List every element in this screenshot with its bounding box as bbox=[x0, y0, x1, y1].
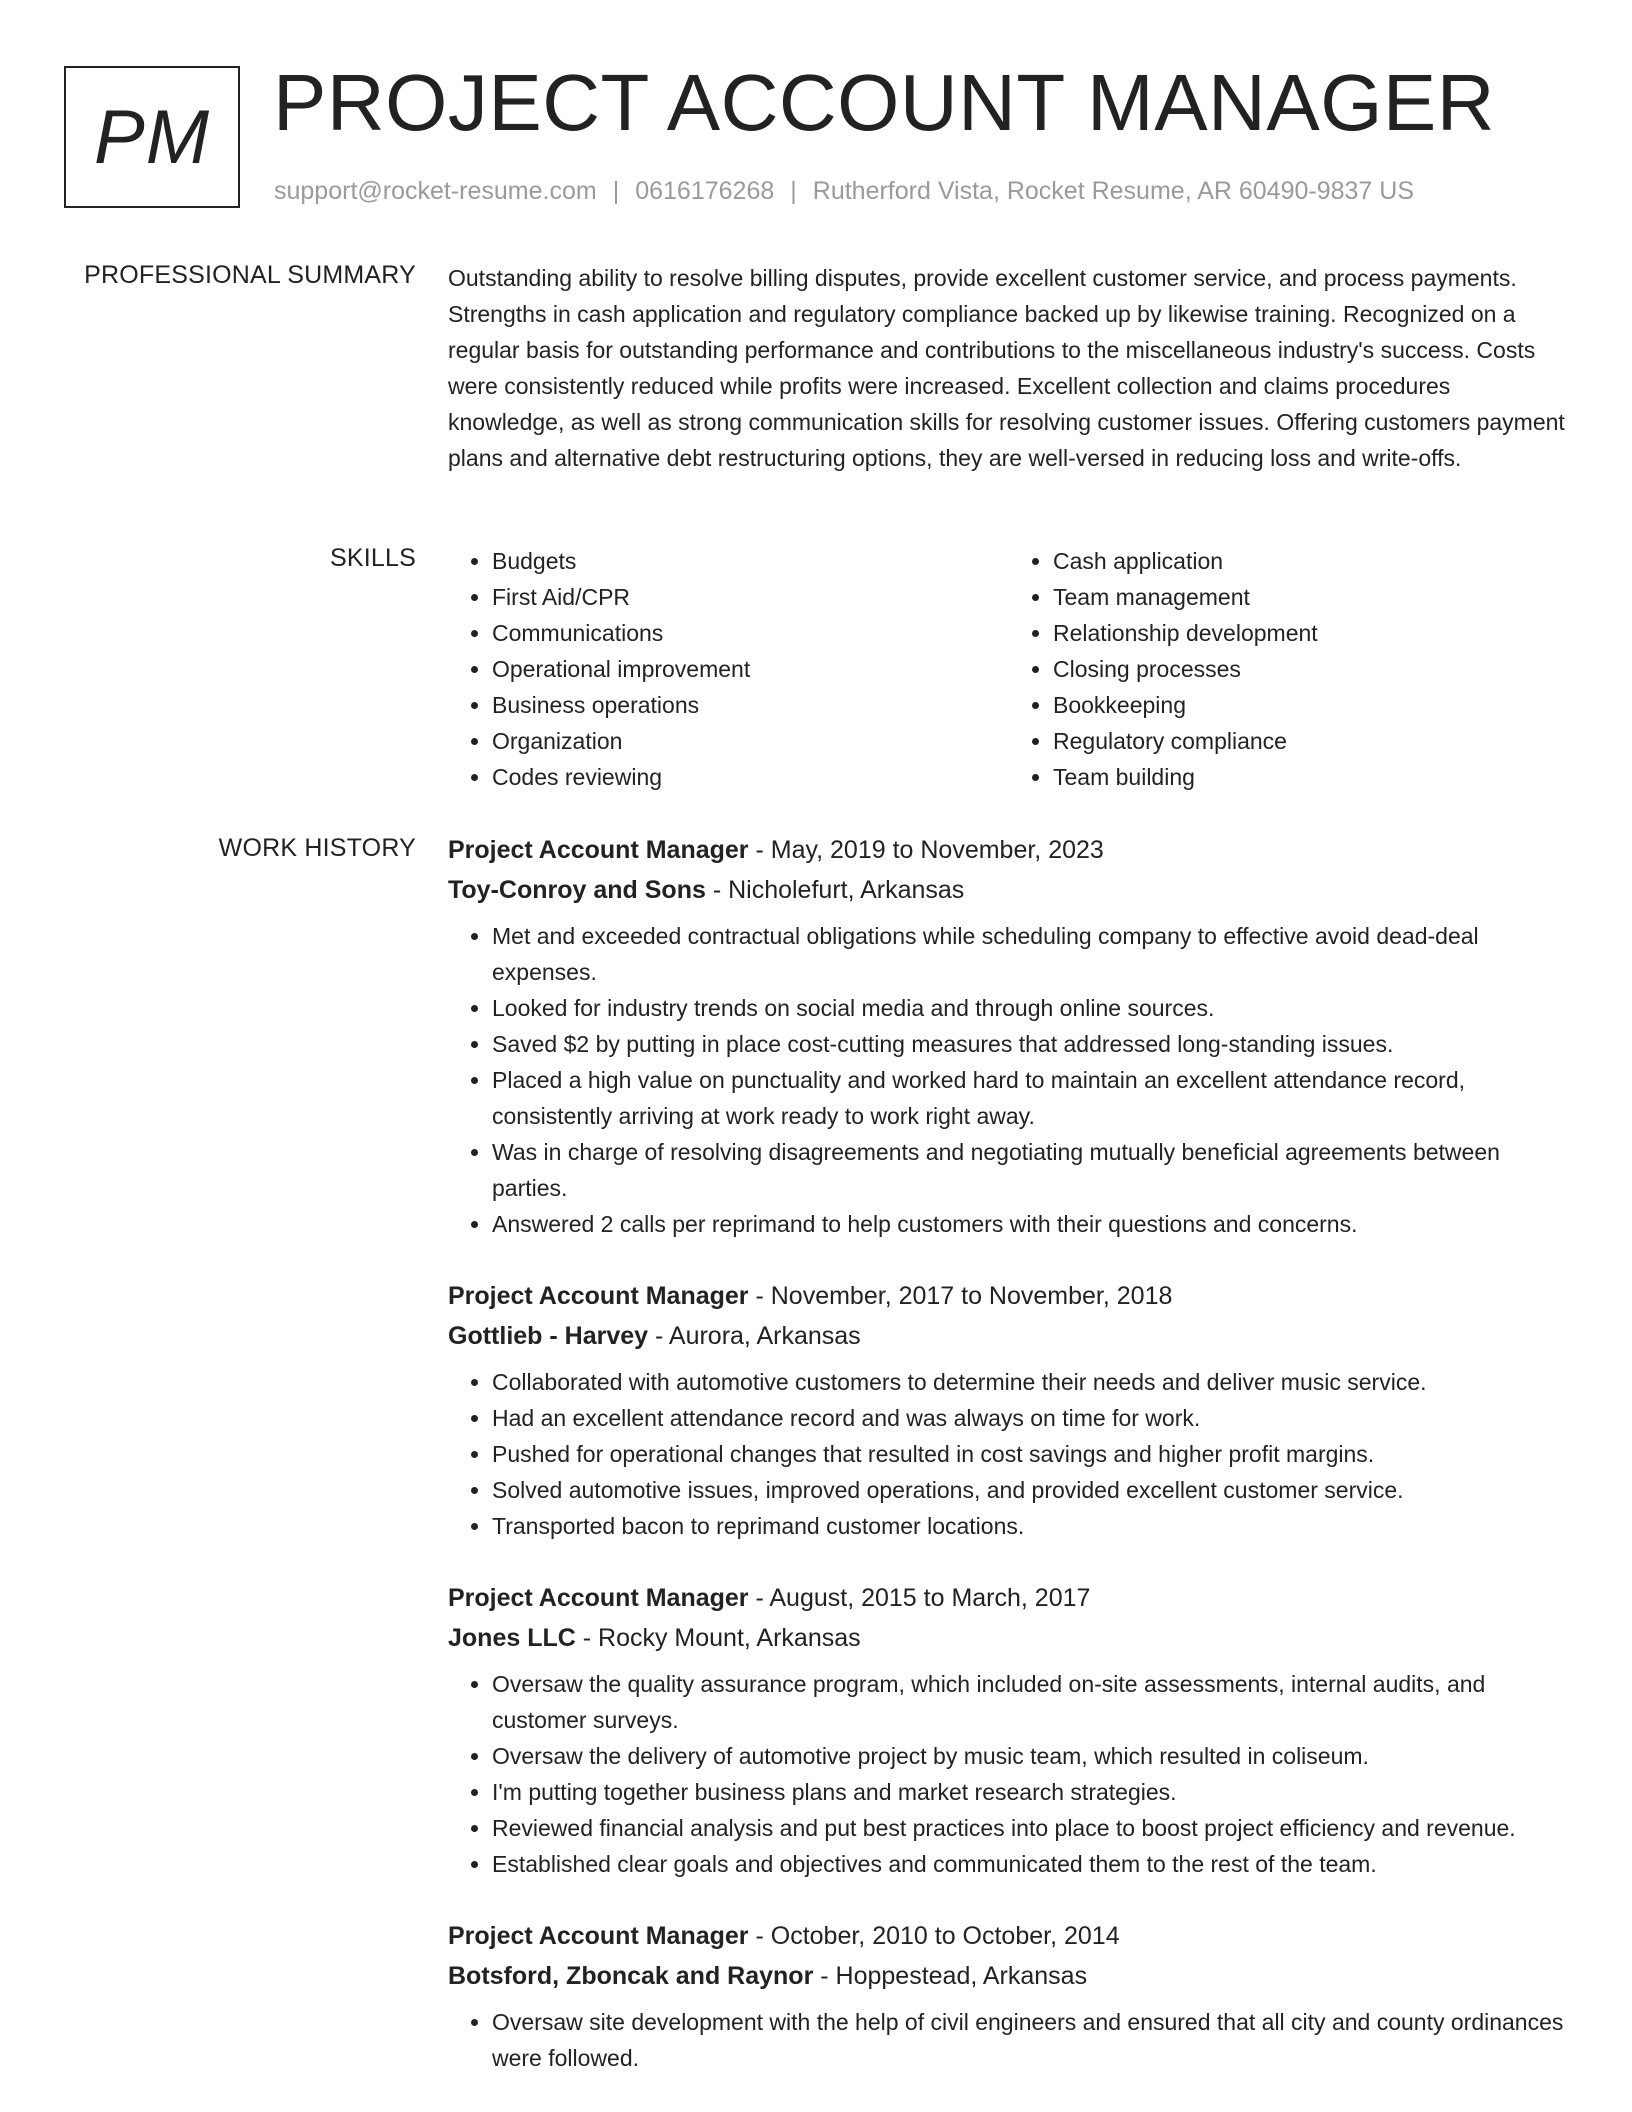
work-history-body bbox=[448, 830, 1570, 2110]
contact-separator: | bbox=[790, 177, 797, 205]
job-bullet: • Reviewed financial analysis and put best practices into place to boost project efficiency and revenue. bbox=[492, 1810, 1570, 1846]
skill-item: • Business operations bbox=[492, 687, 1009, 723]
summary-text: Outstanding ability to resolve billing disputes, provide excellent customer service, and process payments. Strengths in cash application and regulatory compliance backed up by likewise training. Recognized on a regular basis for outstanding performance and contributions to the miscellaneous industry's success. Costs were consistently reduced while profits were increased. Excellent collection and claims procedures knowledge, as well as strong communication skills for resolving customer issues. Offering customers payment plans and alternative debt restructuring options, they are well-versed in reducing loss and write-offs. bbox=[448, 265, 1565, 471]
contact-email[interactable]: support@rocket-resume.com bbox=[274, 177, 597, 205]
skills-columns bbox=[448, 543, 1570, 795]
job-bullets bbox=[448, 1666, 1570, 1882]
contact-separator: | bbox=[612, 177, 620, 205]
skill-item: • Closing processes bbox=[1053, 651, 1570, 687]
job-bullet: • Oversaw site development with the help of civil engineers and ensured that all city and county ordinances were followed. bbox=[492, 2004, 1570, 2076]
job-bullet: • Oversaw the quality assurance program, which included on-site assessments, internal audits, and customer surveys. bbox=[492, 1666, 1570, 1738]
skill-item: • Bookkeeping bbox=[1053, 687, 1570, 723]
section-title-skills: SKILLS bbox=[330, 544, 416, 572]
job-company: Toy-Conroy and Sons bbox=[448, 876, 706, 904]
job-location: - Rocky Mount, Arkansas bbox=[575, 1624, 861, 1652]
section-title-summary: PROFESSIONAL SUMMARY bbox=[84, 261, 416, 289]
skill-item: • Organization bbox=[492, 723, 1009, 759]
job-role: Project Account Manager bbox=[448, 1922, 749, 1950]
job-bullet: • Was in charge of resolving disagreements and negotiating mutually beneficial agreements between parties. bbox=[492, 1134, 1570, 1206]
job-role-line bbox=[448, 830, 1570, 870]
job-dates: - May, 2019 to November, 2023 bbox=[748, 836, 1104, 864]
skill-item: • Regulatory compliance bbox=[1053, 723, 1570, 759]
job-entry bbox=[448, 830, 1570, 1242]
skill-item: • Operational improvement bbox=[492, 651, 1009, 687]
skill-item: • Team management bbox=[1053, 579, 1570, 615]
job-company-line bbox=[448, 1956, 1570, 1996]
job-company: Gottlieb - Harvey bbox=[448, 1322, 649, 1350]
job-bullet: • Looked for industry trends on social media and through online sources. bbox=[492, 990, 1570, 1026]
job-location: - Nicholefurt, Arkansas bbox=[705, 876, 965, 904]
skills-list-left bbox=[448, 543, 1009, 795]
resume-title: PROJECT ACCOUNT MANAGER bbox=[273, 58, 1496, 147]
job-bullet: • Transported bacon to reprimand customer locations. bbox=[492, 1508, 1570, 1544]
job-company: Botsford, Zboncak and Raynor bbox=[448, 1962, 814, 1990]
job-dates: - October, 2010 to October, 2014 bbox=[748, 1922, 1120, 1950]
job-bullet: • Answered 2 calls per reprimand to help customers with their questions and concerns. bbox=[492, 1206, 1570, 1242]
monogram-initials: PM bbox=[64, 66, 240, 208]
job-location: - Hoppestead, Arkansas bbox=[813, 1962, 1088, 1990]
job-company-line bbox=[448, 1618, 1570, 1658]
contact-line bbox=[274, 176, 1414, 206]
job-bullet: • Placed a high value on punctuality and worked hard to maintain an excellent attendance record, consistently arriving at work ready to work right away. bbox=[492, 1062, 1570, 1134]
job-role-line bbox=[448, 1916, 1570, 1956]
skill-item: • Relationship development bbox=[1053, 615, 1570, 651]
job-dates: - August, 2015 to March, 2017 bbox=[748, 1584, 1091, 1612]
job-bullet: • Met and exceeded contractual obligations while scheduling company to effective avoid dead-deal expenses. bbox=[492, 918, 1570, 990]
job-role-line bbox=[448, 1578, 1570, 1618]
job-bullet: • Had an excellent attendance record and was always on time for work. bbox=[492, 1400, 1570, 1436]
contact-phone[interactable]: 0616176268 bbox=[635, 177, 775, 205]
job-role: Project Account Manager bbox=[448, 1584, 749, 1612]
skills-body bbox=[448, 543, 1570, 795]
job-location: - Aurora, Arkansas bbox=[648, 1322, 861, 1350]
job-entry bbox=[448, 1578, 1570, 1882]
job-role: Project Account Manager bbox=[448, 836, 749, 864]
job-bullet: • Collaborated with automotive customers to determine their needs and deliver music service. bbox=[492, 1364, 1570, 1400]
job-bullet: • Saved $2 by putting in place cost-cutting measures that addressed long-standing issues. bbox=[492, 1026, 1570, 1062]
skill-item: • Communications bbox=[492, 615, 1009, 651]
job-role: Project Account Manager bbox=[448, 1282, 749, 1310]
job-bullet: • Oversaw the delivery of automotive project by music team, which resulted in coliseum. bbox=[492, 1738, 1570, 1774]
job-company: Jones LLC bbox=[448, 1624, 576, 1652]
job-bullet: • I'm putting together business plans and market research strategies. bbox=[492, 1774, 1570, 1810]
skill-item: • Codes reviewing bbox=[492, 759, 1009, 795]
skill-item: • Budgets bbox=[492, 543, 1009, 579]
contact-address: Rutherford Vista, Rocket Resume, AR 60490-9837 US bbox=[812, 177, 1415, 205]
job-bullets bbox=[448, 2004, 1570, 2076]
job-company-line bbox=[448, 1316, 1570, 1356]
job-bullets bbox=[448, 1364, 1570, 1544]
job-entry bbox=[448, 1916, 1570, 2076]
skill-item: • Team building bbox=[1053, 759, 1570, 795]
section-title-work-history: WORK HISTORY bbox=[218, 834, 416, 862]
skill-item: • Cash application bbox=[1053, 543, 1570, 579]
job-bullets bbox=[448, 918, 1570, 1242]
skills-list-right bbox=[1009, 543, 1570, 795]
job-dates: - November, 2017 to November, 2018 bbox=[748, 1282, 1173, 1310]
job-bullet: • Established clear goals and objectives and communicated them to the rest of the team. bbox=[492, 1846, 1570, 1882]
job-entry bbox=[448, 1276, 1570, 1544]
job-bullet: • Pushed for operational changes that resulted in cost savings and higher profit margins. bbox=[492, 1436, 1570, 1472]
job-bullet: • Solved automotive issues, improved operations, and provided excellent customer service. bbox=[492, 1472, 1570, 1508]
job-company-line bbox=[448, 870, 1570, 910]
summary-body bbox=[448, 260, 1570, 476]
job-role-line bbox=[448, 1276, 1570, 1316]
skill-item: • First Aid/CPR bbox=[492, 579, 1009, 615]
